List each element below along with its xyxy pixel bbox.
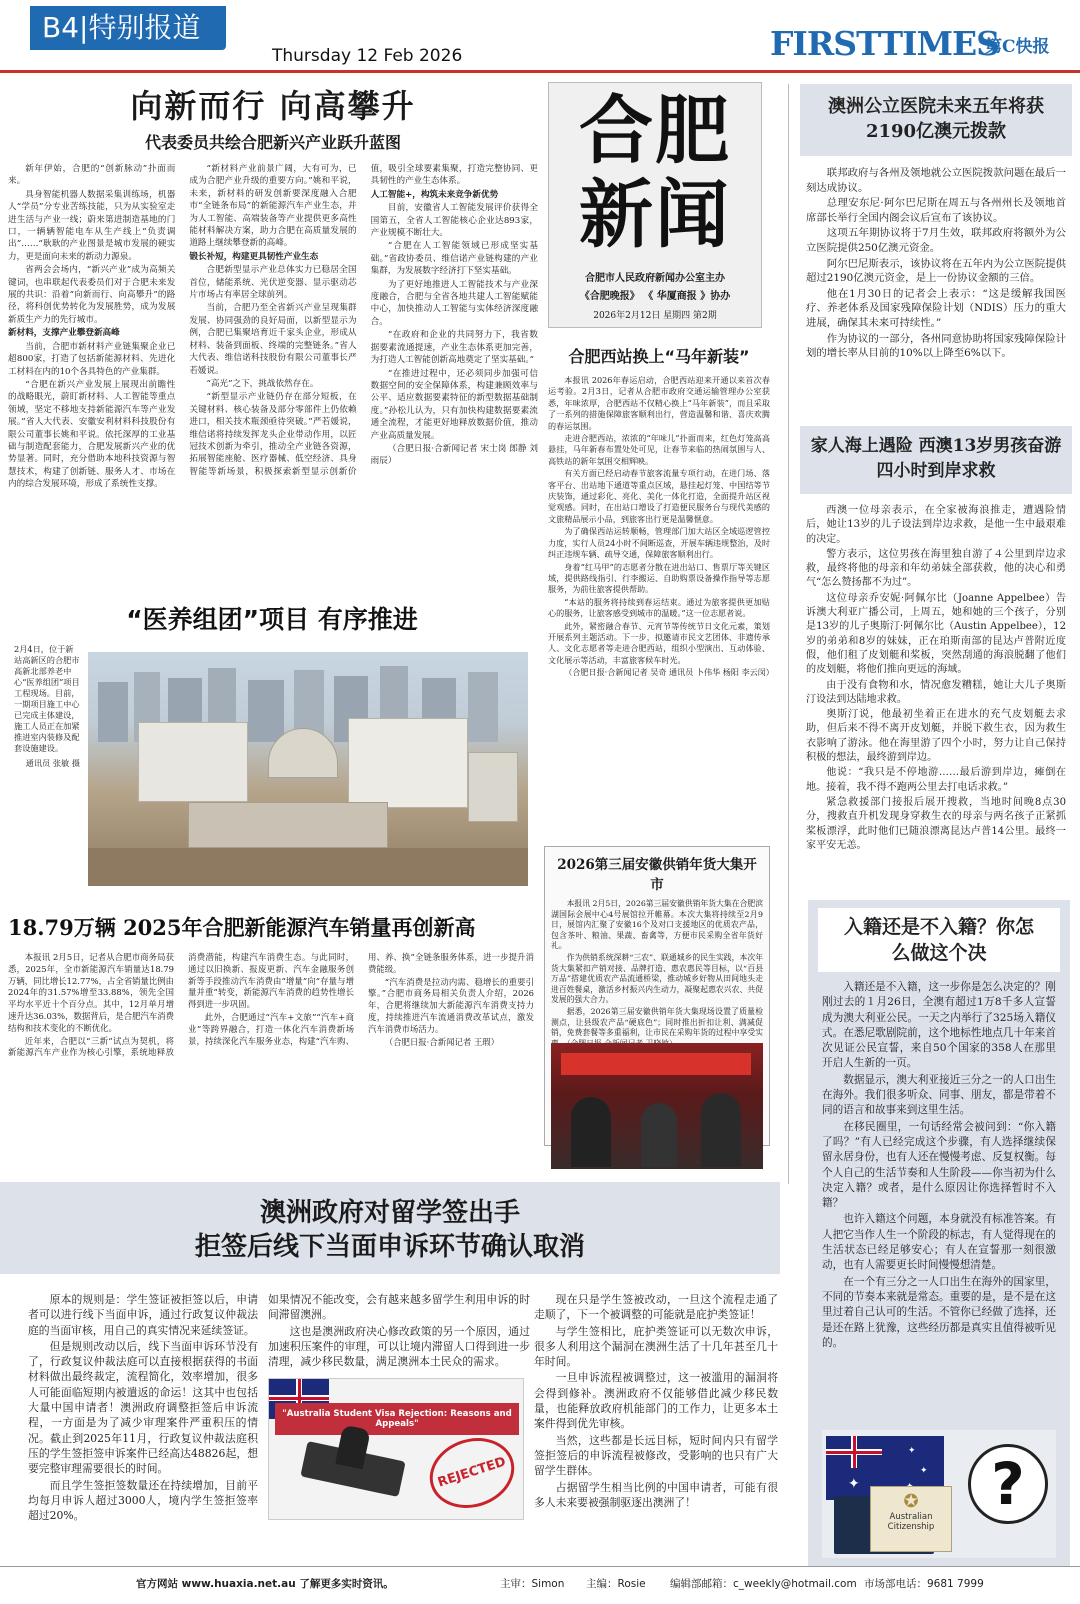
- page-section-tag: B4|特别报道: [30, 6, 226, 50]
- sidebar-citizenship: 入籍还是不入籍？你怎么做这个决 入籍还是不入籍，这一步你是怎么决定的？刚刚过去的１月26日，全澳有超过1万8千多人宣誓成为澳大利亚公民。一天之内举行了325场入籍仪式。在悉尼歌剧院前，这个地标性地点几十年来首次见证公民宣誓，来自50个国家的358人在那里开启人生新的一页。 数据显示，澳大利亚接近三分之一的人口出生在海外。我们很多听众、同事、朋友，都是带着不同的语言和故事来到这里生活。 在移民圈里，一句话经常会被问到：“你入籍了吗？”有人已经完成这个步骤，有人选择继续保留永居身份，也有人还在慢慢考虑、反复权衡。每个人自己的生活节奏和人生阶段——你当初为什么决定入籍？或者，是什么原因让你选择暂时不入籍？ 也许入籍这个问题，本身就没有标准答案。有人把它当作人生一个阶段的标志，有人觉得现在的生活状态已经足够安心；有人在宣誓那一刻很激动，也有人需要更长时间慢慢想清楚。 在一个有三分之一人口出生在海外的国家里，不同的节奏本来就是常态。重要的是，是不是在这里过着自己认可的生活。不管你已经做了选择，还是还在路上犹豫，这些经历都是真实且值得被听见的。 ✦ ✦ ✦ ✪ Australian Citizenship ?: [808, 900, 1070, 1566]
- article-body: 新年伊始，合肥的“创新脉动”扑面而来。 具身智能机器人数据采集训练场，机器人“学员”分专业苦练技能，只为从实验室走进生活与产业一线；蔚来第进制造基地的门口，一辆辆智能电车从生产线上“负责调出”……“耿耿的产业图景是城市发展的硬实力，更是面向未来的新动力源泉。 省两会会场内，“新兴产业”成为高频关键词，也串联起代表委员们对于合肥未来发展的共识：沿着“向新而行、向高攀升”的路径，将科创优势转化为发展胜势，成为发展新质生产力的先行城市。 新材料，支撑产业攀登新高峰 当前，合肥市新材料产业链集聚企业已超800家，打造了包括新能源材料、先进化工材料在内的10个各具特色的产业集群。 “合肥在新兴产业发展上展现出前瞻性的战略眼光，蔚盯新材料、人工智能等重点领域，坚定不移地支持新能源汽车等产业发展。”省人大代表、安徽安利材料科技股份有限公司董事长姚和平说。依托深厚的工业基础与制造配套能力，合肥发展新兴产业的优势显著。同时，充分借助本地科技资源与智慧技术，构建了创新链、服务人才、市场在内的综合发展环境，形成了系统性支撑。 “新材料产业前景广阔，大有可为，已成为合肥产业升级的重要方向。”姚和平说，未来，新材料的研发创新要深度融入合肥市“全链条布局”的新能源汽车产业生态，并为人工智能、高端装备等产业提供更多高性能材料解决方案，助力合肥在高质量发展的道路上继续攀登新的高峰。 锻长补短，构建更具韧性产业生态 合肥新型显示产业总体实力已稳居全国首位，储能系统、光伏逆变器、显示驱动芯片市场占有率居全球前列。 当前，合肥乃至全省新兴产业呈现集群发展、协同强劲的良好局面，以新型显示为例，合肥已集聚培育近千家头企业，形成从材料、装备到面板、终端的完整链条。”省人大代表、维信诺科技股份有限公司董事长严若媛说。 “高光”之下，挑战依然存在。 “新型显示产业链仍存在部分短板，在关键材料、核心装备及部分零部件上仍依赖进口，相关技术瓶颈亟待突破。”严若媛说，维信诺将持续发挥龙头企业带动作用，以匠冠技术创新为牵引，推动全产业链各资源，拓展智能座舱、医疗器械、低空经济、具身智能等新场景，积极探索新型显示创新价值，吸引全球要素集聚，打造完整协同、更具韧性的产业生态体系。 人工智能+，构筑未来竞争新优势 目前，安徽省人工智能发展评价获得全国第五，全省人工智能核心企业达893家，产业规模不断壮大。 “合肥在人工智能领域已形成坚实基础。”省政协委员、维信诺产业链构建的产业集群，为发展数字经济打下坚实基础。 为了更好地推进人工智能技术与产业深度融合，合肥与全省各地共建人工智能赋能中心，加快推动人工智能与实体经济深度融合。 “在政府和企业的共同努力下，我省数据要素流通提速，产业生态体系更加完善，为打造人工智能创新高地奠定了坚实基础。” “在推进过程中，还必须同步加强可信数据空间的安全保障体系，构建兼顾效率与公平、适应数据要素特征的新型数据基础制度。”孙松儿认为，只有加快构建数据要素流通全流程，才能更好地释放数据价值，推动产业高质量发展。 （合肥日报·合新闻记者 宋士岗 郎静 刘雨辰）: [8, 164, 538, 490]
- footer-rule: [0, 1566, 1080, 1567]
- footer-editor: 主审：Simon: [500, 1578, 565, 1590]
- article-medical: [8, 600, 536, 890]
- question-mark-icon: ?: [968, 1444, 1048, 1524]
- rejected-stamp: REJECTED: [421, 1427, 524, 1518]
- column-divider: [788, 84, 789, 1184]
- footer-email[interactable]: 编辑部邮箱：c_weekly@hotmail.com: [670, 1578, 857, 1590]
- article-headline: “医养组团”项目 有序推进: [126, 605, 418, 634]
- article-body: 本报讯 2月5日，记者从合肥市商务局获悉，2025年，全市新能源汽车销量达18.79万辆，同比增长12.77%，占全省销量比例由2024年的31.57%增至33.88%，领先全国平均水平近十个百分点。其中，12月单月增速升达36.03%，数据背后，是合肥汽车消费结构和技术变化的不断优化。 近年来，合肥以“三新”试点为契机，将新能源汽车产业作为核心引擎，系统地释放消费潜能，构建汽车消费生态。与此同时，通过以旧换新、报废更新、汽车金融服务创新等手段推动汽车消费由“增量”向“存量与增量并重”转变，新能源汽车消费的趋势性增长得到进一步巩固。 此外，合肥通过“汽车+文旅”“汽车+商业”等跨界融合，打造一体化汽车消费新场景，持续深化汽车服务业态，构建“汽车购、用、养、换”全链条服务体系，进一步提升消费能级。 “汽车消费是拉动内需、稳增长的重要引擎。”合肥市商务局相关负责人介绍，2026年，合肥将继续加大新能源汽车消费支持力度，持续推进汽车流通消费改革试点，激发汽车消费市场活力。 （合肥日报·合新闻记者 王瑕）: [8, 952, 534, 1058]
- article-headline: 2026第三届安徽供销年货大集开市: [557, 857, 757, 893]
- sidebar-swimmer-rescue: [800, 426, 1072, 886]
- article-fair: [544, 846, 770, 1146]
- sidebar-hospital-funding: [800, 84, 1072, 454]
- masthead-organizer: 合肥市人民政府新闻办公室主办: [585, 273, 725, 284]
- article-ev-sales: [8, 912, 534, 1158]
- sidebar-title-box: 澳洲公立医院未来五年将获2190亿澳元拨款: [800, 84, 1072, 156]
- article-headline: 澳洲政府对留学签出手: [259, 1198, 520, 1228]
- article-subheadline: 代表委员共绘合肥新兴产业跃升蓝图: [144, 133, 401, 152]
- masthead-logo: FIRSTTIMES: [770, 24, 1000, 63]
- issue-date: Thursday 12 Feb 2026: [272, 46, 463, 66]
- article-headline: 向新而行 向高攀升: [130, 87, 416, 125]
- sidebar-title-box: 家人海上遇险 西澳13岁男孩奋游四小时到岸求救: [800, 426, 1072, 494]
- article-body: 本报讯 2026年春运启动，合肥西站迎来开通以来首次春运考验。2月3日，记者从合肥市政府交通运输管理办公室获悉，年味浓厚，合肥西站不仅精心换上“马年新装”，而且采取了一系列的措施保障旅客顺利出行，营造温馨和谐、喜庆欢腾的春运氛围。 走进合肥西站，浓浓的“年味儿”扑面而来，红色灯笼高高悬挂，马年新春布置处处可见，让春节来临的热闹氛围与人、高铁站的新年氛围交相辉映。 有关方面已经启动春节旅客流量专项行动，在进门场、落客平台、出站地下通道等重点区域，悬挂起灯笼、中国结等节庆装饰，通过彩化、亮化、美化一体化打造，全面提升站区视觉观感。同时，在出站口增设了打造便民服务台与现代美感的文旅精品展示小品，到旅客出行更是温馨惬意。 为了确保西站运转顺畅，管理部门加大站区全域巡逻管控力度，实行人员24小时不间断巡查，开展车辆违规整治，及时纠正违规车辆、疏导交通，保障旅客顺利出行。 身着“红马甲”的志愿者分散在进出站口、售票厅等关键区域，提供路线指引、行李搬运、自助购票设备操作指导等志愿服务，为前往旅客提供帮助。 “本站的服务将持续到春运结束。通过为旅客提供更加贴心的服务，让旅客感受到城市的温暖。”这一位志愿者说。 此外，紧密融合春节、元宵节等传统节日文化元素，策划开展系列主题活动。下一步，拟邀请市民文艺团体、非遗传承人、文化志愿者等走进合肥西站，组织小型演出、互动体验、文化展示等活动，丰富旅客候车时光。 （合肥日报·合新闻记者 吴奇 通讯员 卜伟华 杨阳 李云闵）: [548, 375, 774, 678]
- article-station: [548, 344, 774, 834]
- fair-photo: [551, 1043, 763, 1169]
- visa-body-col1: 原本的规则是：学生签证被拒签以后，申请者可以进行线下当面申诉，通过行政复议仲裁法庭的当面审核，用自己的真实情况来延续签证。 但是规则改动以后，线下当面申诉环节没有了，行政复议仲裁法庭可以直接根据获得的书面材料做出最终裁定，流程简化，效率增加，很多人可能面临短期内被遣返的命运！这其中也包括大量中国申请者！澳洲政府调整拒签后申诉流程，一方面是为了减少审理案件严重积压的情况。截止到2025年11月，行政复议仲裁法庭积压的学生签拒签申诉案件已经高达48826起，想要完整审理需要很长的时间。 而且学生签拒签数量还在持续增加，目前平均每月申诉人超过3000人，境内学生签拒签率超过20%。: [28, 1293, 258, 1523]
- footer: [0, 1572, 1080, 1600]
- article-subheadline: 拒签后线下当面申诉环节确认取消: [194, 1232, 585, 1262]
- sidebar-body: 入籍还是不入籍，这一步你是怎么决定的？刚刚过去的１月26日，全澳有超过1万8千多人宣誓成为澳大利亚公民。一天之内举行了325场入籍仪式。在悉尼歌剧院前，这个地标性地点几十年来首次见证公民宣誓，来自50个国家的358人在那里开启人生新的一页。 数据显示，澳大利亚接近三分之一的人口出生在海外。我们很多听众、同事、朋友，都是带着不同的语言和故事来到这里生活。 在移民圈里，一句话经常会被问到：“你入籍了吗？”有人已经完成这个步骤，有人选择继续保留永居身份，也有人还在慢慢考虑、反复权衡。每个人自己的生活节奏和人生阶段——你当初为什么决定入籍？或者，是什么原因让你选择暂时不入籍？ 也许入籍这个问题，本身就没有标准答案。有人把它当作人生一个阶段的标志，有人觉得现在的生活状态已经足够安心；有人在宣誓那一刻很激动，也有人需要更长时间慢慢想清楚。 在一个有三分之一人口出生在海外的国家里，不同的节奏本来就是常态。重要的是，是不是在这里过着自己认可的生活。不管你已经做了选择，还是还在路上犹豫，这些经历都是真实且值得被听见的。: [822, 981, 1056, 1349]
- visa-headline-box: [0, 1182, 780, 1274]
- article-innovation: [8, 84, 538, 584]
- masthead-issue: 2026年2月12日 星期四 第2期: [593, 311, 717, 321]
- masthead-title: 合肥新闻: [579, 88, 731, 258]
- visa-body-col2: 如果情况不能改变，会有越来越多留学生利用申诉的时间滞留澳洲。 这也是澳洲政府决心修改政策的另一个原因，通过加速积压案件的审理，可以让境内滞留人口得到进一步清理，减少移民数量，满足澳洲本土民众的需求。: [268, 1293, 530, 1369]
- footer-phone: 市场部电话：9681 7999: [864, 1578, 984, 1590]
- hefei-news-masthead: [548, 82, 762, 328]
- sidebar-body: 联邦政府与各州及领地就公立医院拨款问题在最后一刻达成协议。 总理安东尼·阿尔巴尼斯在周五与各州州长及领地首席部长举行全国内阁会议后宣布了该协议。 这项五年期协议将于7月生效，联邦政府将额外为公立医院提供250亿澳元资金。 阿尔巴尼斯表示，该协议将在五年内为公立医院提供超过2190亿澳元资金，是上一份协议金额的三倍。 他在1月30日的记者会上表示：“这是缓解我国医疗、养老体系及国家残障保险计划（NDIS）压力的重大进展，确保其未来可持续性。” 作为协议的一部分，各州同意协助将国家残障保险计划的增长率从目前的10%以上降至6%以下。: [806, 167, 1066, 360]
- header-rule: [0, 70, 1080, 73]
- australian-flag-icon: ✦ ✦ ✦: [826, 1436, 944, 1500]
- masthead-logo-cn: 第C快报: [985, 37, 1050, 57]
- sidebar-body: 西澳一位母亲表示，在全家被海浪推走，遭遇险情后，她让13岁的儿子设法到岸边求救，是他一生中最艰难的决定。 警方表示，这位男孩在海里独自游了４公里到岸边求救，最终将他的母亲和年幼弟妹全部获救，他的决心和勇气“怎么赞扬都不为过”。 这位母亲乔安妮·阿佩尔比（Joanne Appelbee）告诉澳大利亚广播公司，上周五，她和她的三个孩子，分别是13岁的儿子奥斯汀·阿佩尔比（Austin Appelbee），12岁的弟弟和8岁的妹妹，正在珀斯南部的昆达卢普附近度假，他们租了皮划艇和桨板，突然刮通的海浪脱翻了他们的皮划艇，将他们推向更远的海域。 由于没有食物和水，情况愈发糟糕，她让大儿子奥斯汀设法到达陆地求救。 奥斯汀说，他最初坐着正在进水的充气皮划艇去求助，但后来不得不离开皮划艇，并脱下救生衣，因为救生衣影响了游泳。他在海里游了四个小时，努力让自己保持积极的想法，最终游到岸边。 他说：“我只是不停地游……最后游到岸边，瘫倒在地。接着，我不得不跑两公里去打电话求救。” 紧急救援部门接报后展开搜救，当地时间晚8点30分，搜救直升机发现身穿救生衣的母亲与两名孩子正紧抓桨板漂浮，此时他们已随浪漂离昆达卢普14公里。最终一家平安无恙。: [806, 505, 1066, 851]
- citizenship-certificate: ✪ Australian Citizenship: [870, 1486, 952, 1552]
- footer-editor2: 主编：Rosie: [586, 1578, 646, 1590]
- article-body: 本报讯 2月5日，2026第三届安徽供销年货大集在合肥滨湖国际会展中心4号展馆拉开帷幕。本次大集将持续至2月9日，展馆内汇聚了安徽16个及对口支援地区的优质农产品，包含茶叶、粮油、果蔬、畜禽等，方便市民采购全省年货好礼。 作为供销系统深耕“三农”、联通城乡的民生实践，本次年货大集紧扣产销对接、品牌打造、惠农惠民等目标，以“百县万品”搭建优质农产品流通桥梁，推动城乡好物从田间地头走进百姓餐桌，激活乡村振兴内生动力，凝聚起惠农兴农、共促发展的强大合力。 据悉，2026第三届安徽供销年货大集现场设置了质量检测点，让县级农产品“硬底色”；同时推出折扣让利、满减促销，免费套餐等多重福利，让市民在采购年货的过程中享受实: [551, 899, 763, 1038]
- article-headline: 18.79万辆 2025年合肥新能源汽车销量再创新高: [8, 915, 476, 940]
- article-student-visa: [0, 1182, 790, 1560]
- visa-rejection-image: "Australia Student Visa Rejection: Reasons and Appeals" REJECTED: [268, 1378, 524, 1520]
- article-headline: 合肥西站换上“马年新装”: [568, 347, 750, 366]
- photo-caption: 2月4日，位于新站高新区的合肥市高新北部养老中心“医养组团”项目工程现场。目前，一期项目施工中心已完成主体建设，施工人员正在加紧推进室内装修及配套设施建设。 通讯员 张敏 摄: [14, 644, 80, 768]
- citizenship-image: [822, 1430, 1056, 1558]
- masthead-partners: 《合肥晚报》 《 华厦商报 》协办: [579, 291, 731, 302]
- footer-website-link[interactable]: 官方网站 www.huaxia.net.au 了解更多实时资讯。: [136, 1578, 394, 1590]
- visa-body-col3: 现在只是学生签被改动，一旦这个流程走通了走顺了，下一个被调整的可能就是庇护类签证！ 与学生签相比，庇护类签证可以无数次申诉，很多人利用这个漏洞在澳洲生活了十几年甚至几十年时间。 一旦申诉流程被调整过，这一被滥用的漏洞将会得到修补。澳洲政府不仅能够借此减少移民数量，也能释放政府机能部门的工作力，让更多本土案件得到优先审核。 当然，这些都是长远目标，短时间内只有留学签拒签后的申诉流程被修改，受影响的也只有广大留学生群体。 占据留学生相当比例的中国申请者，可能有很多人未来要被强制驱逐出澳洲了！: [534, 1293, 778, 1509]
- construction-site-photo: [88, 652, 528, 886]
